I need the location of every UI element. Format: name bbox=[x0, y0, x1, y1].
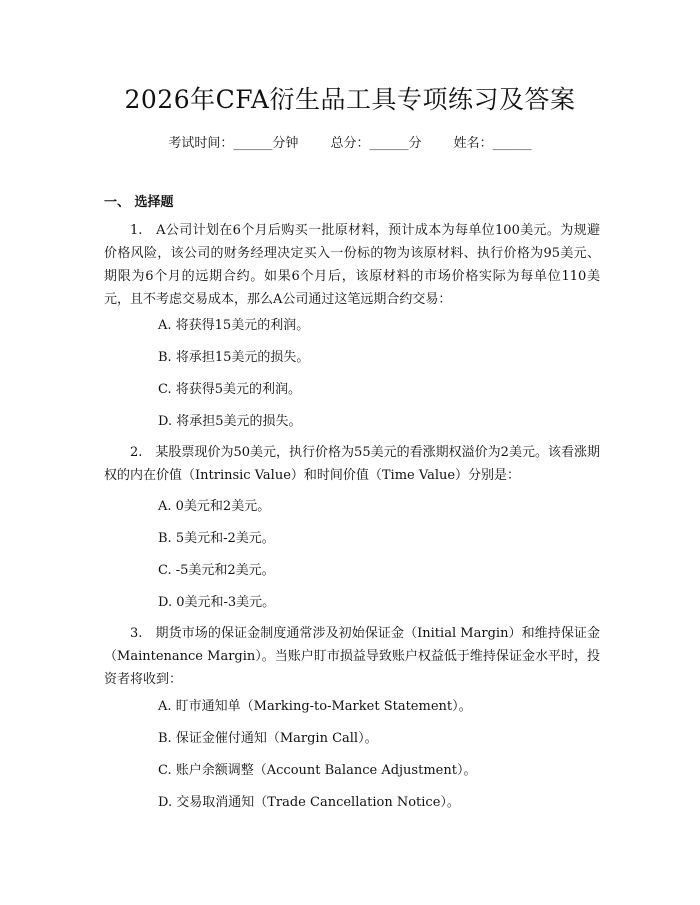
question-1-option-a: A. 将获得15美元的利润。 bbox=[158, 318, 310, 333]
exam-time-field: 考试时间：______分钟 bbox=[168, 136, 299, 151]
question-2-option-b: B. 5美元和-2美元。 bbox=[158, 531, 275, 546]
question-1-option-d: D. 将承担5美元的损失。 bbox=[158, 414, 302, 429]
question-3-option-a: A. 盯市通知单（Marking-to-Market Statement）。 bbox=[158, 699, 472, 714]
question-3-option-b: B. 保证金催付通知（Margin Call）。 bbox=[158, 731, 378, 746]
question-1: 1. A公司计划在6个月后购买一批原材料，预计成本为每单位100美元。为规避价格风险，该公司的财务经理决定买入一份标的物为该原材料、执行价格为95美元、期限为6个月的远期合约。如果6个月后，该原材料的市场价格实际为每单位110美元，且不考虑交易成本，那么A公司通过这笔远期合约交易： bbox=[104, 223, 600, 307]
question-2-option-d: D. 0美元和-3美元。 bbox=[158, 595, 276, 610]
question-3-option-c: C. 账户余额调整（Account Balance Adjustment）。 bbox=[158, 763, 477, 778]
exam-meta bbox=[0, 132, 700, 151]
question-2-option-a: A. 0美元和2美元。 bbox=[158, 499, 271, 514]
question-1-option-c: C. 将获得5美元的利润。 bbox=[158, 382, 302, 397]
question-2: 2. 某股票现价为50美元，执行价格为55美元的看涨期权溢价为2美元。该看涨期权的内在价值（Intrinsic Value）和时间价值（Time Value）分别是： bbox=[104, 445, 600, 483]
question-3-option-d: D. 交易取消通知（Trade Cancellation Notice）。 bbox=[158, 795, 460, 810]
name-field: 姓名：______ bbox=[453, 136, 532, 151]
question-3: 3. 期货市场的保证金制度通常涉及初始保证金（Initial Margin）和维持保证金（Maintenance Margin）。当账户盯市损益导致账户权益低于维持保证金水平时，投资者将收到： bbox=[104, 626, 600, 687]
question-1-option-b: B. 将承担15美元的损失。 bbox=[158, 350, 310, 365]
page-title: 2026年CFA衍生品工具专项练习及答案 bbox=[124, 85, 576, 114]
total-score-field: 总分：______分 bbox=[330, 136, 422, 151]
section-heading: 一、 选择题 bbox=[104, 195, 174, 210]
question-2-option-c: C. -5美元和2美元。 bbox=[158, 563, 275, 578]
